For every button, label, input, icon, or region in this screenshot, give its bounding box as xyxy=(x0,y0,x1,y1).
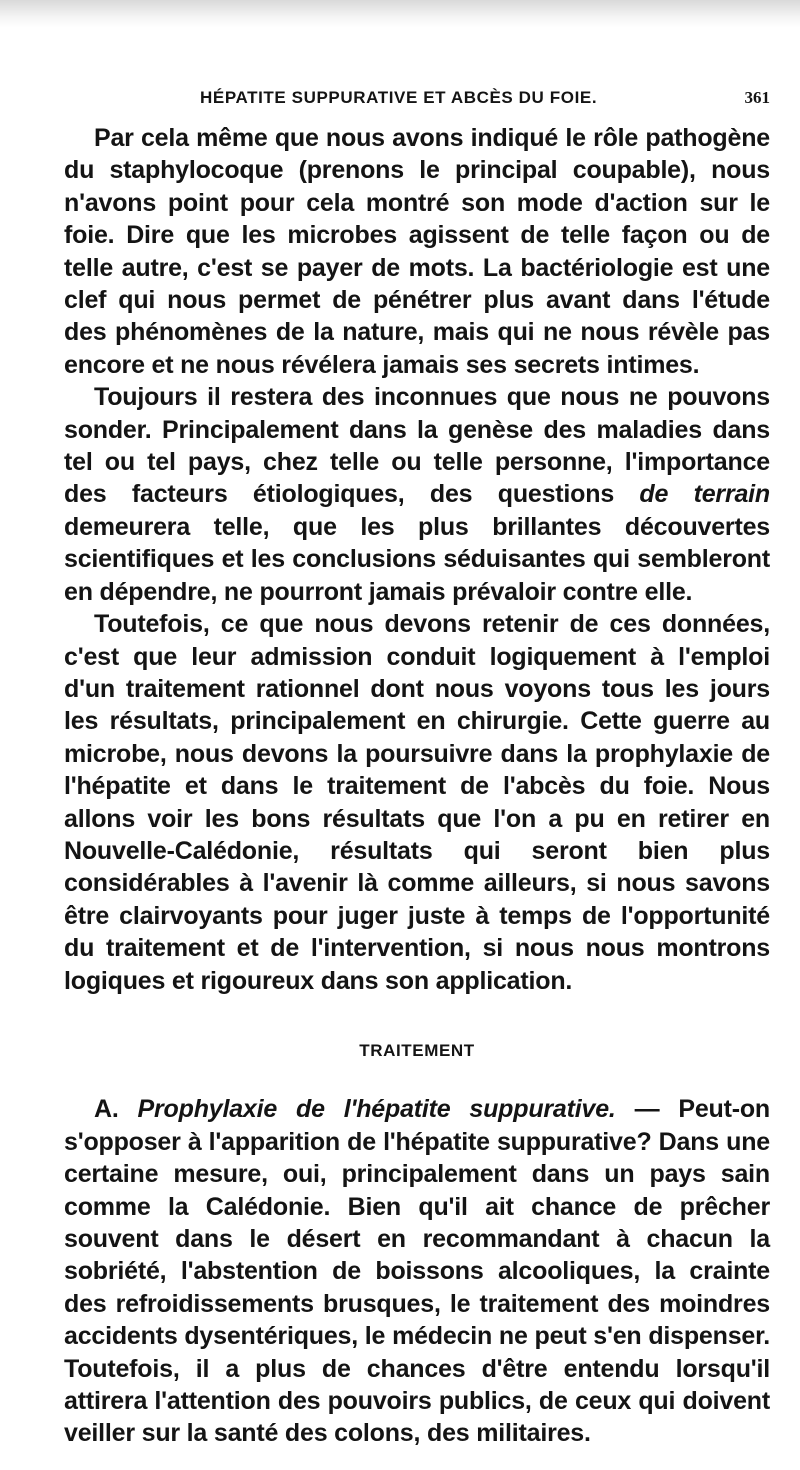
paragraph-2-text-start: Toujours il restera des inconnues que nous ne pouvons sonder. Principalement dans la genèse des maladies dans tel ou tel pays, chez telle ou telle personne, l'importance des facteurs étiologiques, des questions xyxy=(64,383,770,509)
paragraph-3: Toutefois, ce que nous devons retenir de ces données, c'est que leur admission conduit logiquement à l'emploi d'un traitement rationnel dont nous voyons tous les jours les résultats, principalement en chirurgie. Cette guerre au microbe, nous devons la poursuivre dans la prophylaxie de l'hépatite et dans le traitement de l'abcès du foie. Nous allons voir les bons résultats que l'on a pu en retirer en Nouvelle-Calédonie, résultats qui seront bien plus considérables à l'avenir là comme ailleurs, si nous savons être clairvoyants pour juger juste à temps de l'opportunité du traitement et de l'intervention, si nous nous montrons logiques et rigoureux dans son application. xyxy=(64,610,770,995)
paragraph-2 xyxy=(64,381,770,608)
running-header xyxy=(64,88,770,114)
subsection-title: Prophylaxie de l'hépatite suppurative. xyxy=(137,1095,616,1124)
paragraph-4 xyxy=(64,1093,770,1449)
subsection-label: A. xyxy=(94,1095,138,1124)
italic-term: de terrain xyxy=(639,480,770,509)
section-heading: TRAITEMENT xyxy=(359,1040,475,1060)
paragraph-1: Par cela même que nous avons indiqué le rôle pathogène du staphylocoque (prenons le principal coupable), nous n'avons point pour cela montré son mode d'action sur le foie. Dire que les microbes agissent de telle façon ou de telle autre, c'est se payer de mots. La bactériologie est une clef qui nous permet de pénétrer plus avant dans l'étude des phénomènes de la nature, mais qui ne nous révèle pas encore et ne nous révélera jamais ses secrets intimes. xyxy=(64,124,770,379)
paragraph-2-text-end: demeurera telle, que les plus brillantes découvertes scientifiques et les conclusions séduisantes qui sembleront en dépendre, ne pourront jamais prévaloir contre elle. xyxy=(64,512,770,606)
running-title: HÉPATITE SUPPURATIVE ET ABCÈS DU FOIE. xyxy=(200,88,598,107)
body-text xyxy=(64,122,770,1450)
scan-edge-shadow xyxy=(0,0,800,28)
paragraph-4-text: — Peut-on s'opposer à l'apparition de l'hépatite suppurative? Dans une certaine mesure, oui, principalement dans un pays sain comme la Calédonie. Bien qu'il ait chance de prêcher souvent dans le désert en recommandant à chacun la sobriété, l'abstention de boissons alcooliques, la crainte des refroidissements brusques, le traitement des moindres accidents dysentériques, le médecin ne peut s'en dispenser. Toutefois, il a plus de chances d'être entendu lorsqu'il attirera l'attention des pouvoirs publics, de ceux qui doivent veiller sur la santé des colons, des militaires. xyxy=(64,1095,770,1448)
page-number: 361 xyxy=(744,88,770,107)
